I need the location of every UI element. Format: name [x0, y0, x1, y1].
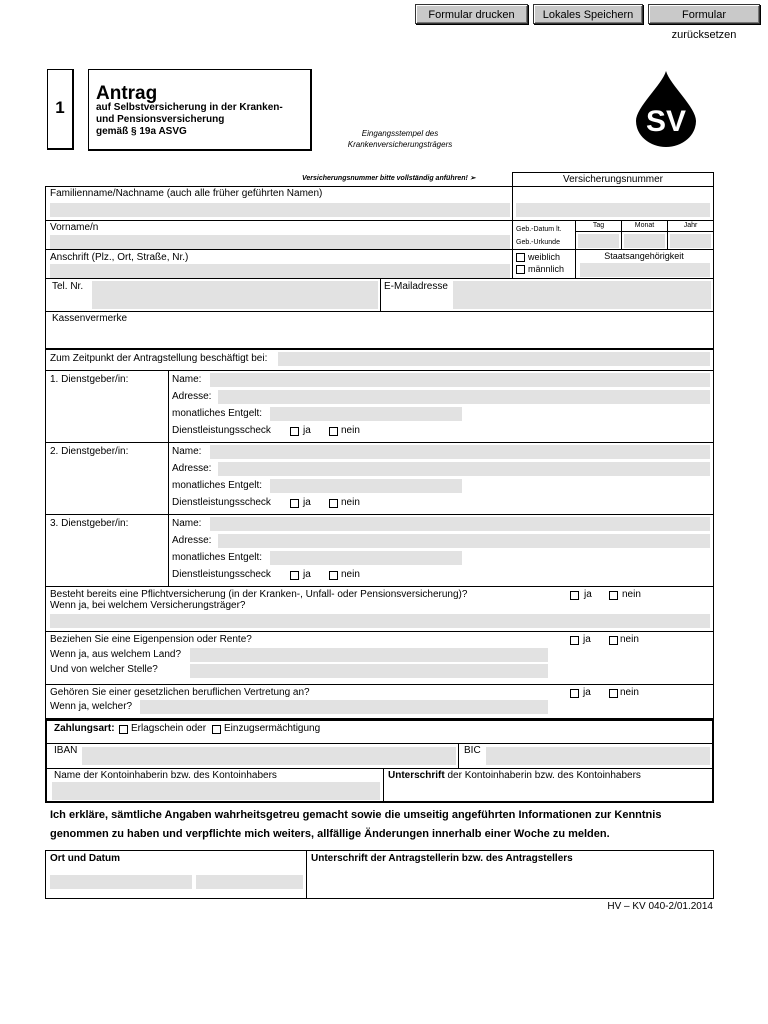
employer2-address-label: Adresse: — [172, 463, 212, 474]
payment-slip-checkbox[interactable] — [119, 725, 128, 734]
gender-male-label: männlich — [528, 264, 565, 274]
q3-no-label: nein — [620, 687, 639, 698]
stamp-label-2: Krankenversicherungsträgers — [347, 140, 453, 149]
q3-label-a: Gehören Sie einer gesetzlichen beruflichen Vertretung an? — [50, 687, 310, 698]
employer1-cheque-label: Dienstleistungsscheck — [172, 425, 271, 436]
citizenship-input[interactable] — [580, 263, 710, 277]
form-subtitle-3: gemäß § 19a ASVG — [96, 126, 187, 137]
employer1-address-label: Adresse: — [172, 391, 212, 402]
employer2-cheque-yes-checkbox[interactable] — [290, 499, 299, 508]
employer3-name-input[interactable] — [210, 517, 710, 531]
employer1-cheque-no-label: nein — [341, 425, 360, 436]
employer2-salary-input[interactable] — [270, 479, 462, 493]
iban-label: IBAN — [54, 745, 78, 756]
employer3-salary-input[interactable] — [270, 551, 462, 565]
employer3-cheque-label: Dienstleistungsscheck — [172, 569, 271, 580]
lastname-input[interactable] — [50, 203, 510, 217]
payment-slip-label: Erlagschein oder — [131, 723, 207, 734]
q3-label-b: Wenn ja, welcher? — [50, 701, 133, 712]
q1-label-b: Wenn ja, bei welchem Versicherungsträger? — [50, 600, 246, 611]
account-holder-signature-label: Unterschrift der Kontoinhaberin bzw. des Kontoinhabers — [388, 770, 641, 781]
employer2-cheque-no-label: nein — [341, 497, 360, 508]
employer2-salary-label: monatliches Entgelt: — [172, 480, 263, 491]
employer3-cheque-no-label: nein — [341, 569, 360, 580]
form-number: 1 — [55, 98, 65, 117]
employer3-cheque-yes-checkbox[interactable] — [290, 571, 299, 580]
q1-yes-label: ja — [584, 589, 592, 600]
q1-label-a: Besteht bereits eine Pflichtversicherung (in der Kranken-, Unfall- oder Pensionsversicherung)? — [50, 589, 468, 600]
q1-no-checkbox[interactable] — [609, 591, 618, 600]
form-title-box — [88, 69, 312, 151]
employer1-cheque-yes-label: ja — [303, 425, 311, 436]
employer3-salary-label: monatliches Entgelt: — [172, 552, 263, 563]
q2-yes-checkbox[interactable] — [570, 636, 579, 645]
employer3-address-label: Adresse: — [172, 535, 212, 546]
address-label: Anschrift (Plz., Ort, Straße, Nr.) — [50, 252, 189, 263]
applicant-signature-label: Unterschrift der Antragstellerin bzw. des Antragstellers — [311, 853, 573, 864]
birth-year-label: Jahr — [683, 222, 698, 229]
q1-no-label: nein — [622, 589, 641, 600]
employer1-cheque-no-checkbox[interactable] — [329, 427, 338, 436]
birth-month-input[interactable] — [624, 234, 665, 248]
q2-label-a: Beziehen Sie eine Eigenpension oder Rente? — [50, 634, 252, 645]
declaration-line-1: Ich erkläre, sämtliche Angaben wahrheitsgetreu gemacht sowie die umseitig angeführten Informationen zur Kenntnis — [50, 809, 662, 821]
direct-debit-checkbox[interactable] — [212, 725, 221, 734]
gender-female-label: weiblich — [528, 252, 561, 262]
gender-female-checkbox[interactable] — [516, 253, 525, 262]
employer3-cheque-yes-label: ja — [303, 569, 311, 580]
employer1-salary-label: monatliches Entgelt: — [172, 408, 263, 419]
reset-form-button[interactable]: Formular zurücksetzen — [648, 4, 760, 24]
birth-day-label: Tag — [592, 222, 605, 229]
q3-representation-input[interactable] — [140, 700, 548, 714]
insurance-number-header — [512, 172, 714, 187]
birthdate-label-2: Geb.-Urkunde — [516, 239, 560, 246]
birthdate-label-1: Geb.-Datum lt. — [516, 226, 562, 233]
q2-label-b: Wenn ja, aus welchem Land? — [50, 649, 182, 660]
form-title: Antrag — [96, 83, 158, 104]
employer3-address-input[interactable] — [218, 534, 710, 548]
bic-input[interactable] — [486, 747, 710, 765]
address-input[interactable] — [50, 264, 510, 278]
q2-yes-label: ja — [583, 634, 591, 645]
q3-yes-checkbox[interactable] — [570, 689, 579, 698]
employment-intro-input[interactable] — [278, 352, 710, 366]
bic-label: BIC — [464, 745, 481, 756]
insurance-number-input[interactable] — [516, 203, 710, 217]
employer1-address-input[interactable] — [218, 390, 710, 404]
employer2-cheque-label: Dienstleistungsscheck — [172, 497, 271, 508]
form-number-box — [47, 69, 74, 150]
citizenship-label: Staatsangehörigkeit — [604, 251, 684, 261]
sv-logo-icon — [634, 69, 698, 149]
employer2-address-input[interactable] — [218, 462, 710, 476]
account-holder-input[interactable] — [52, 782, 380, 800]
insurance-number-label: Versicherungsnummer — [562, 174, 664, 185]
direct-debit-label: Einzugsermächtigung — [224, 723, 321, 734]
lastname-label: Familienname/Nachname (auch alle früher geführten Namen) — [50, 188, 323, 199]
birth-day-input[interactable] — [578, 234, 619, 248]
employer3-name-label: Name: — [172, 518, 202, 529]
stamp-label-1: Eingangsstempel des — [361, 129, 439, 138]
email-input[interactable] — [453, 281, 711, 309]
q1-insurer-input[interactable] — [50, 614, 710, 628]
iban-input[interactable] — [82, 747, 456, 765]
q3-yes-label: ja — [583, 687, 591, 698]
place-input[interactable] — [50, 875, 192, 889]
employer3-cheque-no-checkbox[interactable] — [329, 571, 338, 580]
employer1-salary-input[interactable] — [270, 407, 462, 421]
employer1-name-label: Name: — [172, 374, 202, 385]
form-code: HV – KV 040-2/01.2014 — [607, 901, 713, 912]
employment-intro-label: Zum Zeitpunkt der Antragstellung beschäftigt bei: — [50, 353, 268, 364]
employer1-cheque-yes-checkbox[interactable] — [290, 427, 299, 436]
phone-label: Tel. Nr. — [52, 281, 84, 292]
q2-no-checkbox[interactable] — [609, 636, 618, 645]
employer2-cheque-yes-label: ja — [303, 497, 311, 508]
firstname-label: Vorname/n — [50, 222, 99, 233]
insurer-notes-label: Kassenvermerke — [52, 313, 128, 324]
date-input[interactable] — [196, 875, 303, 889]
insurance-hint: Versicherungsnummer bitte vollständig anführen! ➢ — [302, 175, 476, 182]
employer2-cheque-no-checkbox[interactable] — [329, 499, 338, 508]
email-label: E-Mailadresse — [384, 281, 448, 292]
q3-no-checkbox[interactable] — [609, 689, 618, 698]
employer2-name-input[interactable] — [210, 445, 710, 459]
employer1-name-input[interactable] — [210, 373, 710, 387]
q2-country-input[interactable] — [190, 648, 548, 662]
employer2-label: 2. Dienstgeber/in: — [50, 446, 129, 457]
employer3-label: 3. Dienstgeber/in: — [50, 518, 129, 529]
firstname-input[interactable] — [50, 235, 510, 249]
form-subtitle-2: und Pensionsversicherung — [96, 114, 225, 125]
phone-input[interactable] — [92, 281, 378, 309]
birth-month-label: Monat — [634, 222, 655, 229]
print-form-button[interactable]: Formular drucken — [415, 4, 528, 24]
account-holder-label: Name der Kontoinhaberin bzw. des Kontoinhabers — [54, 770, 277, 781]
save-locally-button[interactable]: Lokales Speichern — [533, 4, 643, 24]
q2-no-label: nein — [620, 634, 639, 645]
q2-office-input[interactable] — [190, 664, 548, 678]
place-date-label: Ort und Datum — [50, 853, 120, 864]
birth-year-input[interactable] — [670, 234, 711, 248]
employer2-name-label: Name: — [172, 446, 202, 457]
form-subtitle-1: auf Selbstversicherung in der Kranken- — [96, 102, 283, 113]
logo-text: SV — [645, 105, 687, 138]
declaration-line-2: genommen zu haben und verpflichte mich weiters, allfällige Änderungen innerhalb einer Woche zu melden. — [50, 828, 610, 840]
q1-yes-checkbox[interactable] — [570, 591, 579, 600]
employer1-label: 1. Dienstgeber/in: — [50, 374, 129, 385]
q2-label-c: Und von welcher Stelle? — [50, 664, 158, 675]
payment-method-label: Zahlungsart: — [54, 723, 115, 734]
gender-male-checkbox[interactable] — [516, 265, 525, 274]
